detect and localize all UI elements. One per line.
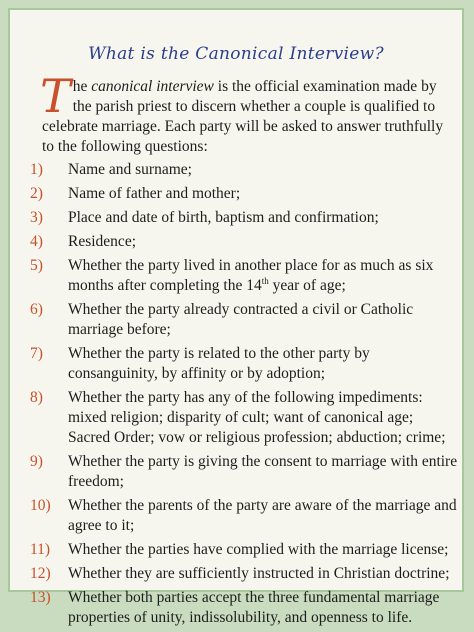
- item-text: [68, 256, 458, 296]
- drop-cap: T: [40, 69, 71, 123]
- item-number: 2): [30, 185, 43, 202]
- item-text: Whether the party has any of the following impediments: mixed religion; disparity of cult; want of canonical age; Sacred Order; vow or religious profession; abduction; crime;: [68, 389, 446, 446]
- item-text: Name and surname;: [68, 161, 192, 178]
- item-text-part: year of age;: [268, 277, 346, 294]
- list-item: [30, 300, 458, 340]
- list-item: [30, 160, 458, 180]
- item-number: 13): [30, 589, 51, 606]
- item-number: 5): [30, 257, 43, 274]
- question-list: [30, 160, 458, 632]
- item-number: 8): [30, 389, 43, 406]
- item-number: 9): [30, 453, 43, 470]
- item-number: 6): [30, 301, 43, 318]
- item-text: Whether the party is giving the consent to marriage with entire freedom;: [68, 453, 458, 490]
- list-item: [30, 496, 458, 536]
- list-item: [30, 452, 458, 492]
- item-text: Whether the parties have complied with the marriage license;: [68, 541, 449, 558]
- item-text: Whether both parties accept the three fundamental marriage properties of unity, indissolubility, and openness to life.: [68, 589, 440, 626]
- list-item: [30, 344, 458, 384]
- list-item: [30, 564, 458, 584]
- page-title: What is the Canonical Interview?: [88, 44, 384, 64]
- ordinal-suffix: th: [261, 275, 269, 286]
- item-number: 4): [30, 233, 43, 250]
- list-item: [30, 184, 458, 204]
- item-number: 7): [30, 345, 43, 362]
- item-text: Whether they are sufficiently instructed in Christian doctrine;: [68, 565, 450, 582]
- intro-emphasis: canonical interview: [91, 78, 214, 95]
- item-text: Whether the parents of the party are aware of the marriage and agree to it;: [68, 497, 457, 534]
- list-item: [30, 232, 458, 252]
- intro-rest: is the official examination made by the parish priest to discern whether a couple is qualified to celebrate marriage. Each party will be asked to answer truthfully to the following questions:: [42, 78, 444, 155]
- item-text: Whether the party already contracted a civil or Catholic marriage before;: [68, 301, 414, 338]
- intro-lead: he: [72, 78, 92, 95]
- list-item: [30, 208, 458, 228]
- list-item: [30, 540, 458, 560]
- item-text: Name of father and mother;: [68, 185, 241, 202]
- page-frame: [8, 8, 464, 626]
- item-text: Whether the party is related to the other party by consanguinity, by affinity or by adoption;: [68, 345, 370, 382]
- item-number: 10): [30, 497, 51, 514]
- intro-paragraph: [40, 69, 452, 157]
- item-number: 12): [30, 565, 51, 582]
- item-text-part: Whether the party lived in another place for as much as six months after completing the 14: [68, 257, 434, 294]
- item-number: 1): [30, 161, 43, 178]
- list-item: [30, 256, 458, 296]
- item-number: 11): [30, 541, 51, 558]
- list-item: [30, 588, 458, 628]
- item-text: Place and date of birth, baptism and confirmation;: [68, 209, 379, 226]
- item-text: Residence;: [68, 233, 137, 250]
- item-number: 3): [30, 209, 43, 226]
- list-item: [30, 388, 458, 448]
